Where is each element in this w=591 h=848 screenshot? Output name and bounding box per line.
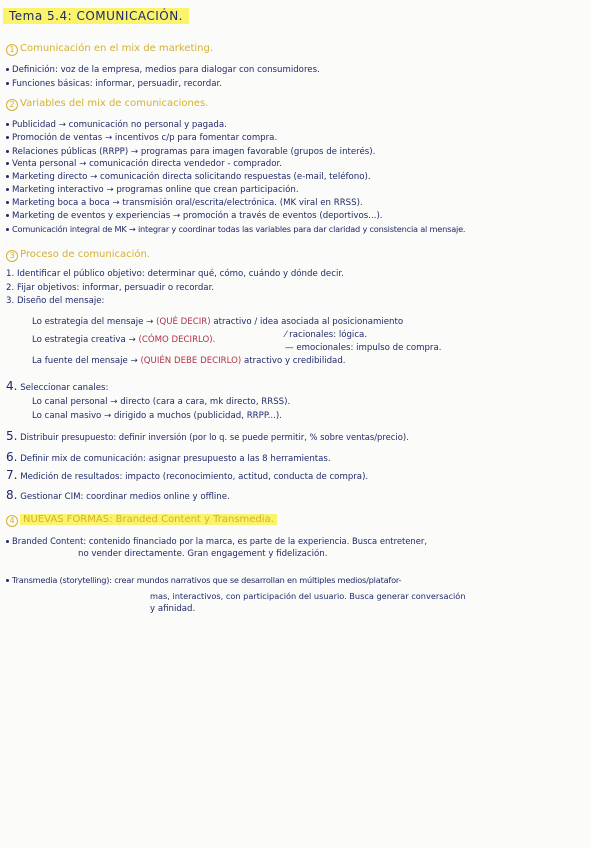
section-number-2: 2 [6,99,18,111]
transmedia-line-1-text: Transmedia (storytelling): crear mundos narrativos que se desarrollan en múltiples medios/platafor- [12,575,402,585]
step-number: 6. [6,450,18,464]
step-text: Fijar objetivos: informar, persuadir o recordar. [16,283,215,293]
section-heading-3: Proceso de comunicación. [20,249,151,260]
branded-line-1-text: Branded Content: contenido financiado por la marca, es parte de la experiencia. Busca entretener, [12,536,427,546]
step-text: Gestionar CIM: coordinar medios online y offline. [20,492,230,502]
transmedia-line-1 [6,576,401,584]
s3-step-7 [6,469,368,482]
bullet-icon [6,150,9,153]
step-number: 3. [6,296,15,306]
s1-line-2 [6,80,222,89]
bullet-icon [6,214,9,217]
step-text: Identificar el público objetivo: determinar qué, cómo, cuándo y dónde decir. [16,269,344,279]
section-heading-2: Variables del mix de comunicaciones. [20,98,209,109]
design-line-3 [32,357,346,366]
bullet-icon [6,228,9,231]
s2-line-5-text: Marketing directo → comunicación directa solicitando respuestas (e-mail, teléfono). [12,172,371,182]
section-number-3: 3 [6,250,18,262]
creative-rational-text: racionales: lógica. [289,330,368,340]
step-number: 1. [6,269,15,279]
s3-step-2 [6,284,214,293]
transmedia-line-3: y afinidad. [150,604,196,614]
bullet-icon [6,162,9,165]
s2-line-6 [6,186,299,195]
bullet-icon [6,136,9,139]
s3-step-4 [6,380,108,393]
s1-line-1 [6,66,320,75]
bullet-icon [6,68,9,71]
bullet-icon [6,188,9,191]
step-number: 8. [6,488,18,502]
branded-line-2: no vender directamente. Gran engagement y fidelización. [78,549,328,559]
s3-step-8 [6,489,230,502]
s2-line-4-text: Venta personal → comunicación directa vendedor - comprador. [12,159,282,169]
step-text: Seleccionar canales: [20,383,109,393]
step-number: 5. [6,429,18,443]
design-line-1 [32,318,403,327]
s2-line-6-text: Marketing interactivo → programas online que crean participación. [12,185,299,195]
s2-line-4 [6,160,282,169]
step-text: Definir mix de comunicación: asignar presupuesto a las 8 herramientas. [20,454,331,464]
creative-emotional: — emocionales: impulso de compra. [285,343,442,353]
section-heading-1: Comunicación en el mix de marketing. [20,43,214,54]
s3-step-6 [6,451,331,464]
branded-line-1 [6,537,427,545]
section-number-4: 4 [6,515,18,527]
design-detail: atractivo y credibilidad. [243,356,346,366]
s3-step-1 [6,270,344,279]
step-text: Distribuir presupuesto: definir inversión (por lo q. se puede permitir, % sobre ventas/precio). [20,432,409,442]
creative-rational: ⁄ racionales: lógica. [285,330,368,340]
channel-personal: Lo canal personal → directo (cara a cara, mk directo, RRSS). [32,397,291,407]
design-question: (QUIÉN DEBE DECIRLO) [140,356,242,366]
s2-line-5 [6,173,371,182]
design-question: (CÓMO DECIRLO). [138,335,216,345]
s2-line-8-text: Marketing de eventos y experiencias → promoción a través de eventos (deportivos...). [12,211,383,221]
s2-line-8 [6,212,383,221]
section-heading-4-text: NUEVAS FORMAS: Branded Content y Transmedia. [20,514,277,525]
page-title: Tema 5.4: COMUNICACIÓN. [3,8,189,24]
bullet-icon [6,175,9,178]
section-heading-4 [20,515,277,525]
s3-step-3 [6,297,104,306]
s2-line-9 [6,225,465,233]
s2-line-7 [6,199,363,208]
bullet-icon [6,82,9,85]
s2-line-3-text: Relaciones públicas (RRPP) → programas para imagen favorable (grupos de interés). [12,147,376,157]
s2-line-3 [6,148,375,157]
s2-line-9-text: Comunicación integral de MK → integrar y coordinar todas las variables para dar claridad y consistencia al mensaje. [12,224,466,234]
s2-line-1 [6,121,227,130]
bullet-icon [6,540,9,543]
bullet-icon [6,123,9,126]
step-number: 4. [6,379,18,393]
step-number: 7. [6,468,18,482]
s1-line-1-text: Definición: voz de la empresa, medios para dialogar con consumidores. [12,65,320,75]
creative-emotional-text: emocionales: impulso de compra. [296,343,442,353]
design-line-2 [32,336,215,345]
design-label: Lo estrategia del mensaje → [32,317,154,327]
design-question: (QUÉ DECIR) [156,317,211,327]
step-text: Diseño del mensaje: [16,296,105,306]
bullet-icon [6,579,9,582]
section-number-1: 1 [6,44,18,56]
s1-line-2-text: Funciones básicas: informar, persuadir, recordar. [12,79,222,89]
s3-step-5 [6,430,409,442]
s2-line-1-text: Publicidad → comunicación no personal y pagada. [12,120,227,130]
design-label: La fuente del mensaje → [32,356,138,366]
s2-line-2-text: Promoción de ventas → incentivos c/p para fomentar compra. [12,133,278,143]
bullet-icon [6,201,9,204]
design-label: Lo estrategia creativa → [32,335,136,345]
s2-line-7-text: Marketing boca a boca → transmisión oral/escrita/electrónica. (MK viral en RRSS). [12,198,363,208]
transmedia-line-2: mas, interactivos, con participación del usuario. Busca generar conversación [150,591,466,601]
step-number: 2. [6,283,15,293]
step-text: Medición de resultados: impacto (reconocimiento, actitud, conducta de compra). [20,472,369,482]
channel-mass: Lo canal masivo → dirigido a muchos (publicidad, RRPP...). [32,411,282,421]
s2-line-2 [6,134,277,143]
design-detail: atractivo / idea asociada al posicionamiento [213,317,404,327]
